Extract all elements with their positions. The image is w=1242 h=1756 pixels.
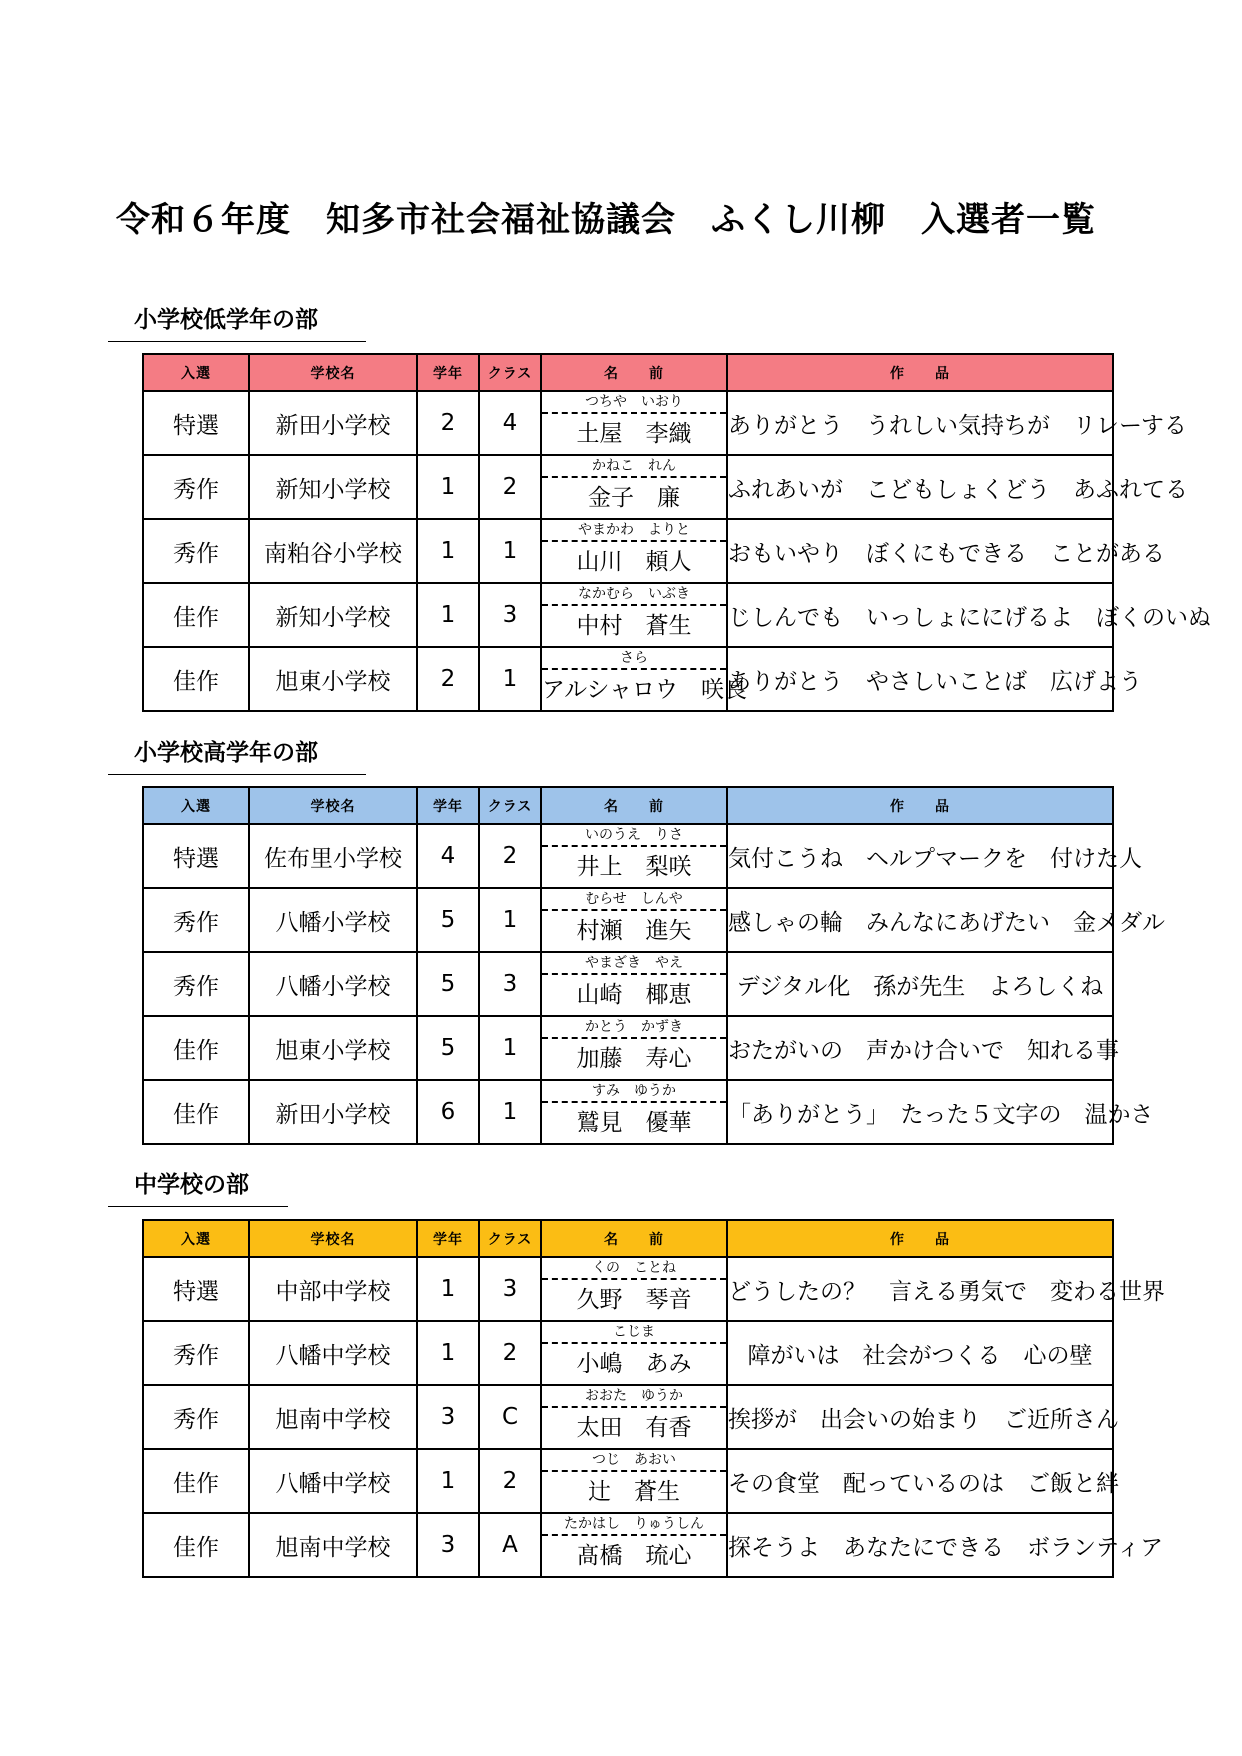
table-header-row bbox=[143, 1220, 1113, 1257]
selection-cell: 秀作 bbox=[143, 888, 249, 952]
class-cell: 2 bbox=[479, 824, 541, 888]
selection-cell: 佳作 bbox=[143, 647, 249, 711]
name-cell bbox=[541, 888, 727, 952]
header-grade: 学年 bbox=[417, 354, 479, 391]
entries-table-upper-elementary bbox=[142, 786, 1165, 1145]
name-cell bbox=[541, 455, 727, 519]
table-row bbox=[143, 647, 1113, 711]
grade-cell: 1 bbox=[417, 1449, 479, 1513]
selection-cell: 秀作 bbox=[143, 952, 249, 1016]
class-cell: 1 bbox=[479, 1016, 541, 1080]
name-cell bbox=[541, 1016, 727, 1080]
selection-cell: 特選 bbox=[143, 1257, 249, 1321]
student-name: 髙橋 琉心 bbox=[576, 1543, 692, 1569]
class-cell: 1 bbox=[479, 519, 541, 583]
class-cell: 2 bbox=[479, 1449, 541, 1513]
school-cell: 旭東小学校 bbox=[249, 647, 417, 711]
work-cell: 障がいは 社会がつくる 心の壁 bbox=[727, 1321, 1113, 1385]
selection-cell: 秀作 bbox=[143, 1385, 249, 1449]
school-cell: 旭南中学校 bbox=[249, 1513, 417, 1577]
name-cell bbox=[541, 583, 727, 647]
class-cell: 1 bbox=[479, 888, 541, 952]
student-name: 久野 琴音 bbox=[576, 1287, 692, 1313]
name-furigana: すみ ゆうか bbox=[542, 1081, 726, 1103]
header-grade: 学年 bbox=[417, 1220, 479, 1257]
grade-cell: 3 bbox=[417, 1513, 479, 1577]
grade-cell: 5 bbox=[417, 888, 479, 952]
student-name: 加藤 寿心 bbox=[576, 1046, 692, 1072]
selection-cell: 特選 bbox=[143, 824, 249, 888]
name-furigana: おおた ゆうか bbox=[542, 1386, 726, 1408]
student-name: 井上 梨咲 bbox=[576, 854, 692, 880]
table-row bbox=[143, 455, 1113, 519]
grade-cell: 1 bbox=[417, 519, 479, 583]
class-cell: 3 bbox=[479, 583, 541, 647]
header-class: クラス bbox=[479, 1220, 541, 1257]
class-cell: 1 bbox=[479, 1080, 541, 1144]
header-grade: 学年 bbox=[417, 787, 479, 824]
student-name: 鷲見 優華 bbox=[576, 1110, 692, 1136]
name-cell bbox=[541, 952, 727, 1016]
name-cell bbox=[541, 519, 727, 583]
school-cell: 新田小学校 bbox=[249, 1080, 417, 1144]
student-name: 太田 有香 bbox=[576, 1415, 692, 1441]
student-name: 山川 頼人 bbox=[576, 549, 692, 575]
grade-cell: 2 bbox=[417, 647, 479, 711]
selection-cell: 特選 bbox=[143, 391, 249, 455]
name-furigana: やまかわ よりと bbox=[542, 520, 726, 542]
student-name: 山崎 椰恵 bbox=[576, 982, 692, 1008]
header-school: 学校名 bbox=[249, 354, 417, 391]
table-row bbox=[143, 824, 1113, 888]
table-row bbox=[143, 1321, 1113, 1385]
work-cell: おたがいの 声かけ合いで 知れる事 bbox=[727, 1016, 1113, 1080]
table-row bbox=[143, 952, 1113, 1016]
header-class: クラス bbox=[479, 354, 541, 391]
selection-cell: 秀作 bbox=[143, 455, 249, 519]
grade-cell: 5 bbox=[417, 952, 479, 1016]
work-cell: ありがとう やさしいことば 広げよう bbox=[727, 647, 1113, 711]
work-cell: デジタル化 孫が先生 よろしくね bbox=[727, 952, 1113, 1016]
student-name: 土屋 李織 bbox=[576, 421, 692, 447]
table-row bbox=[143, 1385, 1113, 1449]
header-name: 名 前 bbox=[541, 1220, 727, 1257]
class-cell: A bbox=[479, 1513, 541, 1577]
table-row bbox=[143, 1449, 1113, 1513]
work-cell: 感しゃの輪 みんなにあげたい 金メダル bbox=[727, 888, 1113, 952]
header-selection: 入選 bbox=[143, 787, 249, 824]
work-cell: 気付こうね ヘルプマークを 付けた人 bbox=[727, 824, 1113, 888]
selection-cell: 秀作 bbox=[143, 1321, 249, 1385]
table-row bbox=[143, 1257, 1113, 1321]
student-name: アルシャロウ 咲良 bbox=[542, 677, 748, 703]
name-furigana: くの ことね bbox=[542, 1258, 726, 1280]
header-school: 学校名 bbox=[249, 1220, 417, 1257]
page-title: 令和６年度 知多市社会福祉協議会 ふくし川柳 入選者一覧 bbox=[116, 200, 1096, 240]
student-name: 辻 蒼生 bbox=[588, 1479, 680, 1505]
name-furigana: たかはし りゅうしん bbox=[542, 1514, 726, 1536]
school-cell: 新知小学校 bbox=[249, 583, 417, 647]
school-cell: 新知小学校 bbox=[249, 455, 417, 519]
work-cell: ありがとう うれしい気持ちが リレーする bbox=[727, 391, 1113, 455]
grade-cell: 1 bbox=[417, 1257, 479, 1321]
table-row bbox=[143, 519, 1113, 583]
table-row bbox=[143, 583, 1113, 647]
work-cell: どうしたの？ 言える勇気で 変わる世界 bbox=[727, 1257, 1113, 1321]
name-furigana: さら bbox=[542, 648, 726, 670]
school-cell: 八幡中学校 bbox=[249, 1321, 417, 1385]
grade-cell: 1 bbox=[417, 455, 479, 519]
table-header-row bbox=[143, 787, 1113, 824]
header-work: 作 品 bbox=[727, 354, 1113, 391]
grade-cell: 3 bbox=[417, 1385, 479, 1449]
selection-cell: 佳作 bbox=[143, 1080, 249, 1144]
table-row bbox=[143, 1080, 1113, 1144]
class-cell: 3 bbox=[479, 1257, 541, 1321]
table-row bbox=[143, 391, 1113, 455]
name-cell bbox=[541, 1449, 727, 1513]
section-heading-lower-elementary: 小学校低学年の部 bbox=[108, 302, 366, 342]
header-selection: 入選 bbox=[143, 1220, 249, 1257]
name-furigana: こじま bbox=[542, 1322, 726, 1344]
table-header-row bbox=[143, 354, 1113, 391]
name-cell bbox=[541, 647, 748, 711]
selection-cell: 佳作 bbox=[143, 1016, 249, 1080]
school-cell: 南粕谷小学校 bbox=[249, 519, 417, 583]
grade-cell: 4 bbox=[417, 824, 479, 888]
header-work: 作 品 bbox=[727, 1220, 1113, 1257]
grade-cell: 2 bbox=[417, 391, 479, 455]
school-cell: 旭東小学校 bbox=[249, 1016, 417, 1080]
class-cell: C bbox=[479, 1385, 541, 1449]
work-cell: 挨拶が 出会いの始まり ご近所さん bbox=[727, 1385, 1113, 1449]
name-cell bbox=[541, 1257, 727, 1321]
student-name: 金子 廉 bbox=[588, 485, 680, 511]
school-cell: 新田小学校 bbox=[249, 391, 417, 455]
table-row bbox=[143, 888, 1113, 952]
grade-cell: 1 bbox=[417, 1321, 479, 1385]
name-furigana: やまざき やえ bbox=[542, 953, 726, 975]
header-class: クラス bbox=[479, 787, 541, 824]
name-furigana: つちや いおり bbox=[542, 392, 726, 414]
selection-cell: 佳作 bbox=[143, 583, 249, 647]
table-row bbox=[143, 1016, 1113, 1080]
school-cell: 八幡小学校 bbox=[249, 888, 417, 952]
name-furigana: いのうえ りさ bbox=[542, 825, 726, 847]
selection-cell: 佳作 bbox=[143, 1449, 249, 1513]
student-name: 小嶋 あみ bbox=[576, 1351, 692, 1377]
header-selection: 入選 bbox=[143, 354, 249, 391]
selection-cell: 秀作 bbox=[143, 519, 249, 583]
school-cell: 佐布里小学校 bbox=[249, 824, 417, 888]
work-cell: 「ありがとう」 たった５文字の 温かさ bbox=[727, 1080, 1113, 1144]
class-cell: 4 bbox=[479, 391, 541, 455]
work-cell: じしんでも いっしょににげるよ ぼくのいぬ bbox=[727, 583, 1113, 647]
header-name: 名 前 bbox=[541, 787, 727, 824]
name-furigana: かとう かずき bbox=[542, 1017, 726, 1039]
student-name: 中村 蒼生 bbox=[576, 613, 692, 639]
class-cell: 2 bbox=[479, 455, 541, 519]
school-cell: 中部中学校 bbox=[249, 1257, 417, 1321]
section-heading-upper-elementary: 小学校高学年の部 bbox=[108, 735, 366, 775]
selection-cell: 佳作 bbox=[143, 1513, 249, 1577]
school-cell: 旭南中学校 bbox=[249, 1385, 417, 1449]
header-school: 学校名 bbox=[249, 787, 417, 824]
name-cell bbox=[541, 1385, 727, 1449]
name-cell bbox=[541, 1321, 727, 1385]
table-row bbox=[143, 1513, 1113, 1577]
entries-table-lower-elementary bbox=[142, 353, 1211, 712]
class-cell: 2 bbox=[479, 1321, 541, 1385]
name-furigana: かねこ れん bbox=[542, 456, 726, 478]
work-cell: おもいやり ぼくにもできる ことがある bbox=[727, 519, 1113, 583]
student-name: 村瀬 進矢 bbox=[576, 918, 692, 944]
header-name: 名 前 bbox=[541, 354, 727, 391]
name-cell bbox=[541, 1513, 727, 1577]
grade-cell: 5 bbox=[417, 1016, 479, 1080]
name-cell bbox=[541, 824, 727, 888]
work-cell: 探そうよ あなたにできる ボランティア bbox=[727, 1513, 1113, 1577]
school-cell: 八幡小学校 bbox=[249, 952, 417, 1016]
work-cell: その食堂 配っているのは ご飯と絆 bbox=[727, 1449, 1113, 1513]
name-furigana: むらせ しんや bbox=[542, 889, 726, 911]
name-furigana: なかむら いぶき bbox=[542, 584, 726, 606]
school-cell: 八幡中学校 bbox=[249, 1449, 417, 1513]
header-work: 作 品 bbox=[727, 787, 1113, 824]
work-cell: ふれあいが こどもしょくどう あふれてる bbox=[727, 455, 1113, 519]
grade-cell: 6 bbox=[417, 1080, 479, 1144]
class-cell: 1 bbox=[479, 647, 541, 711]
name-cell bbox=[541, 391, 727, 455]
name-cell bbox=[541, 1080, 727, 1144]
entries-table-junior-high bbox=[142, 1219, 1165, 1578]
section-heading-junior-high: 中学校の部 bbox=[108, 1167, 288, 1207]
class-cell: 3 bbox=[479, 952, 541, 1016]
grade-cell: 1 bbox=[417, 583, 479, 647]
name-furigana: つじ あおい bbox=[542, 1450, 726, 1472]
